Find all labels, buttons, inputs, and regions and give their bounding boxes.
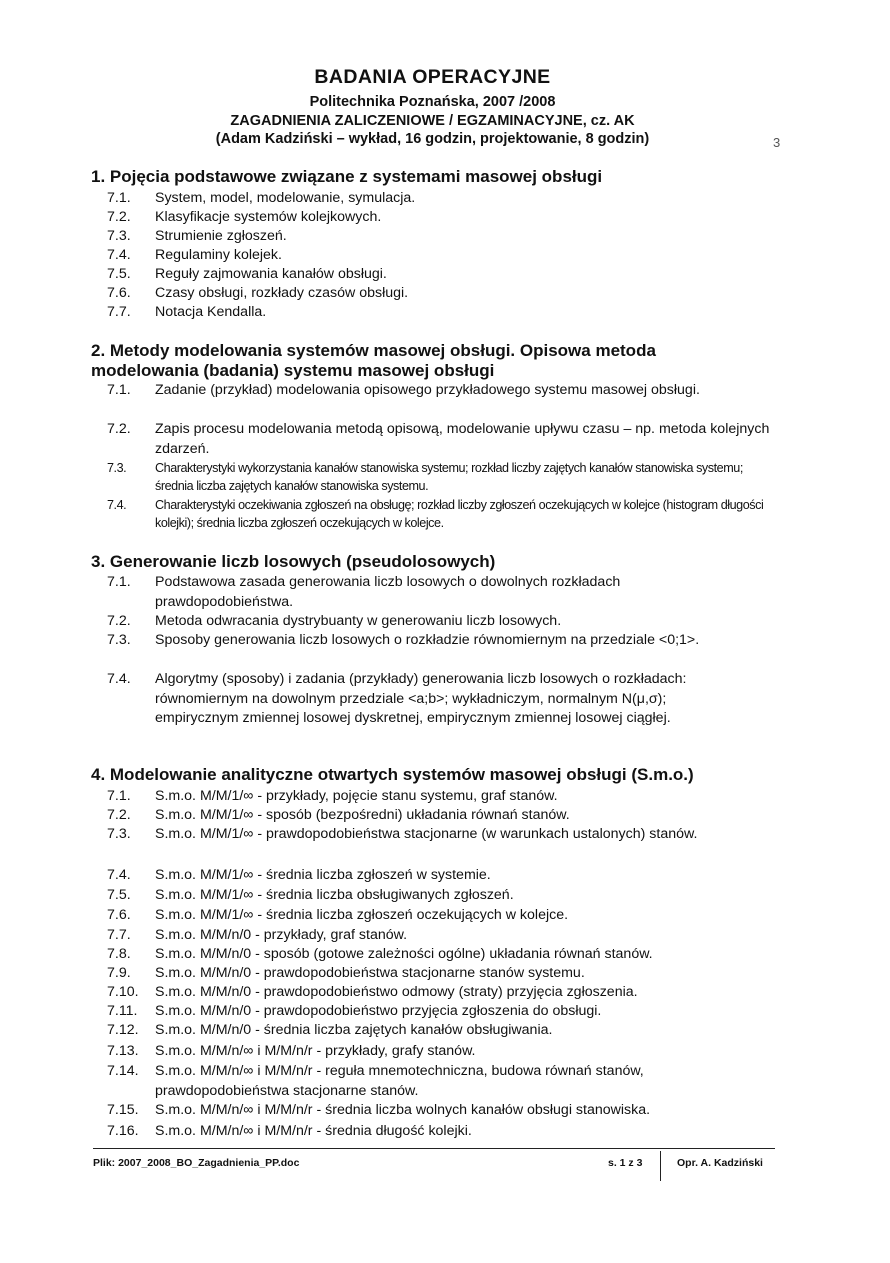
section-1-title: 1. Pojęcia podstawowe związane z systemami masowej obsługi <box>91 167 603 186</box>
item-text: Zadanie (przykład) modelowania opisowego przykładowego systemu masowej obsługi. <box>155 382 700 398</box>
item-number: 7.2. <box>107 807 131 823</box>
item-number: 7.10. <box>107 984 139 1000</box>
footer-divider <box>93 1148 775 1149</box>
item-number: 7.3. <box>107 461 127 475</box>
list-item <box>107 381 747 401</box>
item-text: S.m.o. M/M/n/∞ i M/M/n/r - średnia długość kolejki. <box>155 1123 472 1139</box>
section-4-title: 4. Modelowanie analityczne otwartych systemów masowej obsługi (S.m.o.) <box>91 765 694 784</box>
list-item <box>107 1002 777 1022</box>
item-number: 7.15. <box>107 1102 139 1118</box>
list-item <box>107 866 777 886</box>
list-item <box>107 284 777 304</box>
list-item <box>107 612 777 632</box>
item-text: S.m.o. M/M/n/0 - sposób (gotowe zależności ogólne) układania równań stanów. <box>155 946 653 962</box>
item-text: S.m.o. M/M/n/0 - prawdopodobieństwa stacjonarne stanów systemu. <box>155 965 585 981</box>
item-number: 7.3. <box>107 632 131 648</box>
item-number: 7.5. <box>107 266 131 282</box>
item-number: 7.1. <box>107 382 131 398</box>
item-text: S.m.o. M/M/n/∞ i M/M/n/r - przykłady, grafy stanów. <box>155 1043 476 1059</box>
list-item <box>107 1122 777 1142</box>
item-text: Czasy obsługi, rozkłady czasów obsługi. <box>155 285 409 301</box>
list-item <box>107 631 767 651</box>
item-text: Notacja Kendalla. <box>155 304 267 320</box>
item-number: 7.14. <box>107 1063 139 1079</box>
list-item <box>107 1101 777 1121</box>
item-number: 7.8. <box>107 946 131 962</box>
list-item <box>107 1021 777 1041</box>
list-item <box>107 189 777 209</box>
item-number: 7.7. <box>107 304 131 320</box>
item-number: 7.3. <box>107 228 131 244</box>
item-text: System, model, modelowanie, symulacja. <box>155 190 416 206</box>
item-text: S.m.o. M/M/1/∞ - przykłady, pojęcie stanu systemu, graf stanów. <box>155 788 558 804</box>
list-item <box>107 945 777 965</box>
item-text: S.m.o. M/M/n/0 - prawdopodobieństwo odmowy (straty) przyjęcia zgłoszenia. <box>155 984 638 1000</box>
list-item <box>107 806 777 826</box>
item-number: 7.9. <box>107 965 131 981</box>
item-text: S.m.o. M/M/n/0 - przykłady, graf stanów. <box>155 927 408 943</box>
list-item <box>107 303 777 323</box>
item-number: 7.5. <box>107 887 131 903</box>
section-2-title: 2. Metody modelowania systemów masowej obsługi. Opisowa metoda modelowania (badania) systemu masowej obsługi <box>91 341 656 380</box>
item-text: Podstawowa zasada generowania liczb losowych o dowolnych rozkładach prawdopodobieństwa. <box>155 574 621 610</box>
footer-author: Opr. A. Kadziński <box>677 1157 763 1169</box>
item-number: 7.12. <box>107 1022 139 1038</box>
item-text: S.m.o. M/M/1/∞ - średnia liczba zgłoszeń oczekujących w kolejce. <box>155 907 569 923</box>
item-text: S.m.o. M/M/n/∞ i M/M/n/r - średnia liczba wolnych kanałów obsługi stanowiska. <box>155 1102 651 1118</box>
item-number: 7.16. <box>107 1123 139 1139</box>
item-number: 7.1. <box>107 190 131 206</box>
item-text: Regulaminy kolejek. <box>155 247 282 263</box>
item-text: S.m.o. M/M/n/0 - prawdopodobieństwo przyjęcia zgłoszenia do obsługi. <box>155 1003 602 1019</box>
item-text: Strumienie zgłoszeń. <box>155 228 287 244</box>
item-text: S.m.o. M/M/1/∞ - średnia liczba zgłoszeń w systemie. <box>155 867 491 883</box>
list-item <box>107 246 777 266</box>
item-number: 7.4. <box>107 247 131 263</box>
item-number: 7.11. <box>107 1003 138 1019</box>
list-item <box>107 964 777 984</box>
item-number: 7.2. <box>107 209 131 225</box>
list-item <box>107 670 727 729</box>
item-number: 7.2. <box>107 421 131 437</box>
item-text: Reguły zajmowania kanałów obsługi. <box>155 266 387 282</box>
lecturer-line: (Adam Kadziński – wykład, 16 godzin, projektowanie, 8 godzin) <box>215 131 650 147</box>
item-number: 7.2. <box>107 613 131 629</box>
item-text: Algorytmy (sposoby) i zadania (przykłady) generowania liczb losowych o rozkładach: równomiernym na dowolnym przedziale <a;b>; wykładniczym, normalnym N(μ,σ); empirycznym zmiennej losowej dyskretnej, empirycznym zmiennej losowej ciągłej. <box>155 671 687 726</box>
footer-page-number: s. 1 z 3 <box>608 1157 643 1169</box>
item-text: Zapis procesu modelowania metodą opisową, modelowanie upływu czasu – np. metoda kolejnych zdarzeń. <box>155 421 770 457</box>
footer-file-name: Plik: 2007_2008_BO_Zagadnienia_PP.doc <box>93 1157 300 1169</box>
list-item <box>107 208 777 228</box>
item-text: Charakterystyki oczekiwania zgłoszeń na obsługę; rozkład liczby zgłoszeń oczekujących w kolejce (histogram długości kolejki); średnia liczba zgłoszeń oczekujących w kolejce. <box>155 498 764 530</box>
item-number: 7.4. <box>107 867 131 883</box>
item-text: S.m.o. M/M/1/∞ - sposób (bezpośredni) układania równań stanów. <box>155 807 570 823</box>
list-item <box>107 787 777 807</box>
list-item <box>107 459 777 495</box>
handwritten-mark: 3 <box>773 135 781 150</box>
item-text: S.m.o. M/M/1/∞ - prawdopodobieństwa stacjonarne (w warunkach ustalonych) stanów. <box>155 826 698 842</box>
item-number: 7.6. <box>107 907 131 923</box>
topic-line: ZAGADNIENIA ZALICZENIOWE / EGZAMINACYJNE, cz. AK <box>230 113 635 129</box>
list-item <box>107 496 777 532</box>
item-number: 7.4. <box>107 498 127 512</box>
item-text: Charakterystyki wykorzystania kanałów stanowiska systemu; rozkład liczby zajętych kanałów stanowiska systemu; średnia liczba zajętych kanałów stanowiska systemu. <box>155 461 743 493</box>
list-item <box>107 420 777 459</box>
list-item <box>107 1042 777 1062</box>
item-number: 7.4. <box>107 671 131 687</box>
item-text: Metoda odwracania dystrybuanty w generowaniu liczb losowych. <box>155 613 562 629</box>
item-text: Klasyfikacje systemów kolejkowych. <box>155 209 382 225</box>
list-item <box>107 825 747 845</box>
list-item <box>107 926 777 946</box>
item-text: Sposoby generowania liczb losowych o rozkładzie równomiernym na przedziale <0;1>. <box>155 632 700 648</box>
list-item <box>107 227 777 247</box>
item-text: S.m.o. M/M/n/0 - średnia liczba zajętych kanałów obsługiwania. <box>155 1022 553 1038</box>
list-item <box>107 983 777 1003</box>
item-number: 7.7. <box>107 927 131 943</box>
document-title: BADANIA OPERACYJNE <box>314 66 551 88</box>
item-number: 7.3. <box>107 826 131 842</box>
item-text: S.m.o. M/M/1/∞ - średnia liczba obsługiwanych zgłoszeń. <box>155 887 514 903</box>
item-text: S.m.o. M/M/n/∞ i M/M/n/r - reguła mnemotechniczna, budowa równań stanów, prawdopodobieństwa stacjonarne stanów. <box>155 1063 644 1099</box>
list-item <box>107 886 777 906</box>
list-item <box>107 573 747 612</box>
item-number: 7.1. <box>107 788 131 804</box>
institution-line: Politechnika Poznańska, 2007 /2008 <box>309 94 556 110</box>
item-number: 7.13. <box>107 1043 139 1059</box>
list-item <box>107 906 777 926</box>
footer-separator <box>660 1151 661 1181</box>
list-item <box>107 1062 747 1101</box>
item-number: 7.1. <box>107 574 131 590</box>
item-number: 7.6. <box>107 285 131 301</box>
list-item <box>107 265 777 285</box>
section-3-title: 3. Generowanie liczb losowych (pseudolosowych) <box>91 552 496 571</box>
